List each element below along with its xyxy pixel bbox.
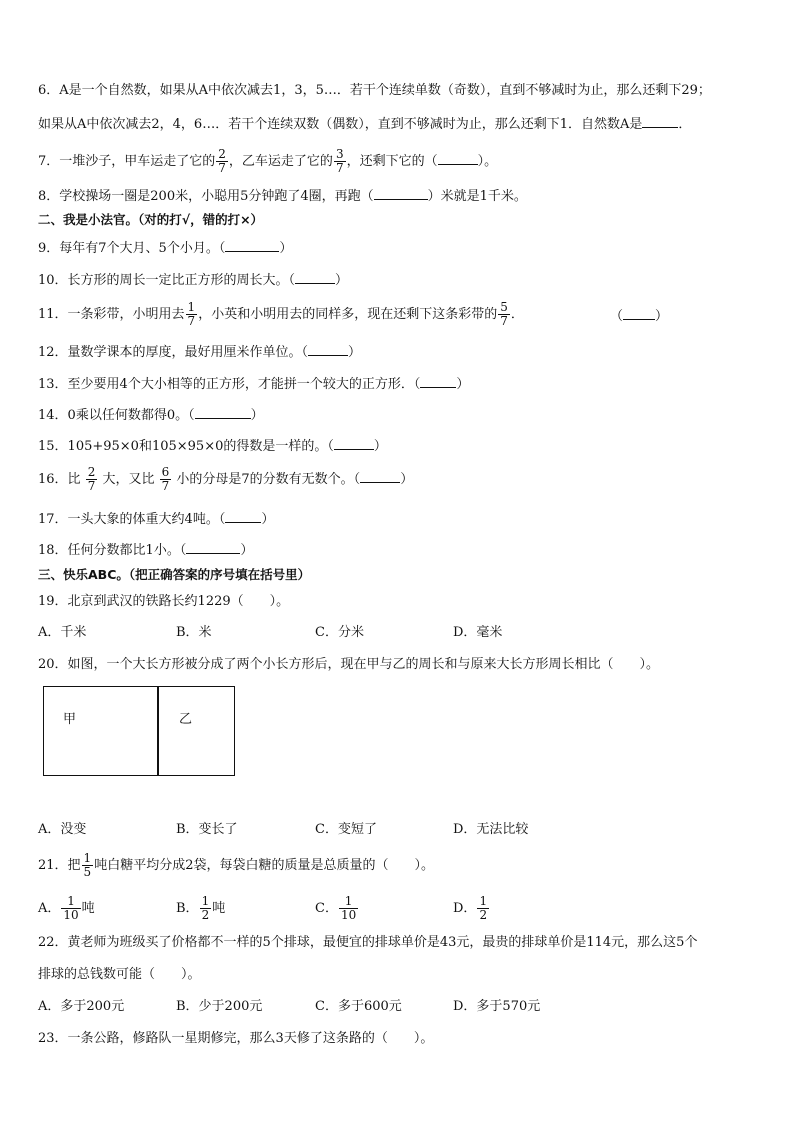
answer-blank[interactable] <box>623 307 655 320</box>
q16-text-c: 小的分母是7的分数有无数个。（ <box>176 472 361 487</box>
q22-option-a[interactable]: A．多于200元 <box>38 999 125 1014</box>
q12-text: 12．量数学课本的厚度，最好用厘米作单位。（ <box>38 345 309 360</box>
question-22-line-1: 22．黄老师为班级买了价格都不一样的5个排球，最便宜的排球单价是43元，最贵的排球单价是114元，那么这5个 <box>38 935 698 950</box>
q21-option-b[interactable]: B． $\frac{1}{2}$ 吨 <box>176 894 226 922</box>
question-14 <box>38 406 264 425</box>
question-15 <box>38 437 387 456</box>
q8-text-b: ）米就是1千米。 <box>427 189 527 204</box>
q18-text: 18．任何分数都比1小。（ <box>38 543 187 558</box>
q19-option-b[interactable]: B．米 <box>176 625 212 640</box>
q10-end: ） <box>335 273 349 288</box>
q19-option-d[interactable]: D．毫米 <box>453 625 503 640</box>
question-6-line-1: 6．A是一个自然数，如果从A中依次减去1，3，5…．若干个连续单数（奇数），直到不够减时为止，那么还剩下29； <box>38 83 711 98</box>
fraction: $\frac{6}{7}$ <box>161 465 170 493</box>
q9-end: ） <box>279 241 293 256</box>
q7-text-b: ，乙车运走了它的 <box>228 154 333 169</box>
q14-text: 14．0乘以任何数都得0。（ <box>38 408 195 423</box>
q15-end: ） <box>373 439 387 454</box>
q21-option-d[interactable]: D． $\frac{1}{2}$ <box>453 894 488 922</box>
q19-option-c[interactable]: C．分米 <box>315 625 364 640</box>
q8-text-a: 8．学校操场一圈是200米，小聪用5分钟跑了4圈，再跑（ <box>38 189 374 204</box>
q7-text-d: ）。 <box>477 154 498 169</box>
question-19: 19．北京到武汉的铁路长约1229（ ）。 <box>38 594 290 609</box>
answer-blank[interactable] <box>438 152 478 165</box>
q21-text-a: 21．把 <box>38 858 81 873</box>
answer-blank[interactable] <box>374 187 428 200</box>
question-9 <box>38 239 292 258</box>
q20-option-a[interactable]: A．没变 <box>38 822 87 837</box>
question-7 <box>38 148 497 175</box>
question-16 <box>38 466 413 493</box>
q19-option-a[interactable]: A．千米 <box>38 625 87 640</box>
fraction: $\frac{1}{2}$ <box>479 894 488 922</box>
q22-option-d[interactable]: D．多于570元 <box>453 999 541 1014</box>
q18-end: ） <box>240 543 254 558</box>
q7-text-a: 7．一堆沙子，甲车运走了它的 <box>38 154 216 169</box>
q13-end: ） <box>456 377 470 392</box>
fraction: $\frac{3}{7}$ <box>335 147 344 175</box>
q13-text: 13．至少要用4个大小相等的正方形，才能拼一个较大的正方形．（ <box>38 377 421 392</box>
section-3-heading: 三、快乐ABC。（把正确答案的序号填在括号里） <box>38 567 311 582</box>
question-13 <box>38 375 469 394</box>
q16-text-b: 大，又比 <box>102 472 155 487</box>
q6-end: ． <box>678 117 692 132</box>
question-21 <box>38 852 434 879</box>
question-23: 23．一条公路，修路队一星期修完，那么3天修了这条路的（ ）。 <box>38 1031 434 1046</box>
rectangle-figure <box>43 686 235 776</box>
answer-blank[interactable] <box>295 271 335 284</box>
question-12 <box>38 343 361 362</box>
question-22-line-2: 排球的总钱数可能（ ）。 <box>38 967 201 982</box>
fraction: $\frac{1}{5}$ <box>83 851 92 879</box>
question-6-line-2 <box>38 115 691 134</box>
answer-blank[interactable] <box>308 343 348 356</box>
rectangle-divider <box>157 686 159 776</box>
fraction: $\frac{1}{7}$ <box>187 300 196 328</box>
q21-text-b: 吨白糖平均分成2袋，每袋白糖的质量是总质量的（ ）。 <box>94 858 434 873</box>
q15-text: 15．105+95×0和105×95×0的得数是一样的。（ <box>38 439 334 454</box>
q9-text: 9．每年有7个大月、5个小月。（ <box>38 241 226 256</box>
fraction: $\frac{1}{2}$ <box>201 894 210 922</box>
fraction: $\frac{1}{10}$ <box>340 894 357 922</box>
question-20: 20．如图，一个大长方形被分成了两个小长方形后，现在甲与乙的周长和与原来大长方形周长相比（ ）。 <box>38 657 660 672</box>
q12-end: ） <box>348 345 362 360</box>
q17-text: 17．一头大象的体重大约4吨。（ <box>38 512 226 527</box>
q21-option-a[interactable]: A． $\frac{1}{10}$ 吨 <box>38 894 95 922</box>
section-2-heading: 二、我是小法官。（对的打√，错的打×） <box>38 212 264 227</box>
label-jia: 甲 <box>63 712 77 727</box>
answer-blank[interactable] <box>420 375 456 388</box>
question-11-paren: （ ） <box>610 309 669 324</box>
q21-option-c[interactable]: C． $\frac{1}{10}$ <box>315 894 357 922</box>
q20-option-c[interactable]: C．变短了 <box>315 822 377 837</box>
q6-text: 如果从A中依次减去2，4，6…．若干个连续双数（偶数），直到不够减时为止，那么还剩下1．自然数A是 <box>38 117 643 132</box>
q17-end: ） <box>261 512 275 527</box>
answer-blank[interactable] <box>186 541 240 554</box>
q16-text-d: ） <box>400 472 414 487</box>
q11-text-c: ． <box>510 307 524 322</box>
q22-option-c[interactable]: C．多于600元 <box>315 999 402 1014</box>
fraction: $\frac{2}{7}$ <box>87 465 96 493</box>
fraction: $\frac{5}{7}$ <box>500 300 508 328</box>
q16-text-a: 16．比 <box>38 472 81 487</box>
fraction: $\frac{1}{10}$ <box>63 894 79 922</box>
q20-option-b[interactable]: B．变长了 <box>176 822 238 837</box>
question-11 <box>38 301 524 328</box>
q14-end: ） <box>250 408 264 423</box>
question-10 <box>38 271 348 290</box>
q22-option-b[interactable]: B．少于200元 <box>176 999 263 1014</box>
answer-blank[interactable] <box>225 510 261 523</box>
q7-text-c: ，还剩下它的（ <box>346 154 438 169</box>
label-yi: 乙 <box>179 712 193 727</box>
answer-blank[interactable] <box>334 437 374 450</box>
q20-option-d[interactable]: D．无法比较 <box>453 822 529 837</box>
question-8 <box>38 187 527 206</box>
q11-text-b: ，小英和小明用去的同样多，现在还剩下这条彩带的 <box>198 307 498 322</box>
answer-blank[interactable] <box>225 239 279 252</box>
q10-text: 10．长方形的周长一定比正方形的周长大。（ <box>38 273 296 288</box>
answer-blank[interactable] <box>642 115 678 128</box>
answer-blank[interactable] <box>195 406 251 419</box>
answer-blank[interactable] <box>360 470 400 483</box>
q11-text-a: 11．一条彩带，小明用去 <box>38 307 185 322</box>
question-17 <box>38 510 274 529</box>
question-18 <box>38 541 253 560</box>
fraction: $\frac{2}{7}$ <box>218 147 226 175</box>
